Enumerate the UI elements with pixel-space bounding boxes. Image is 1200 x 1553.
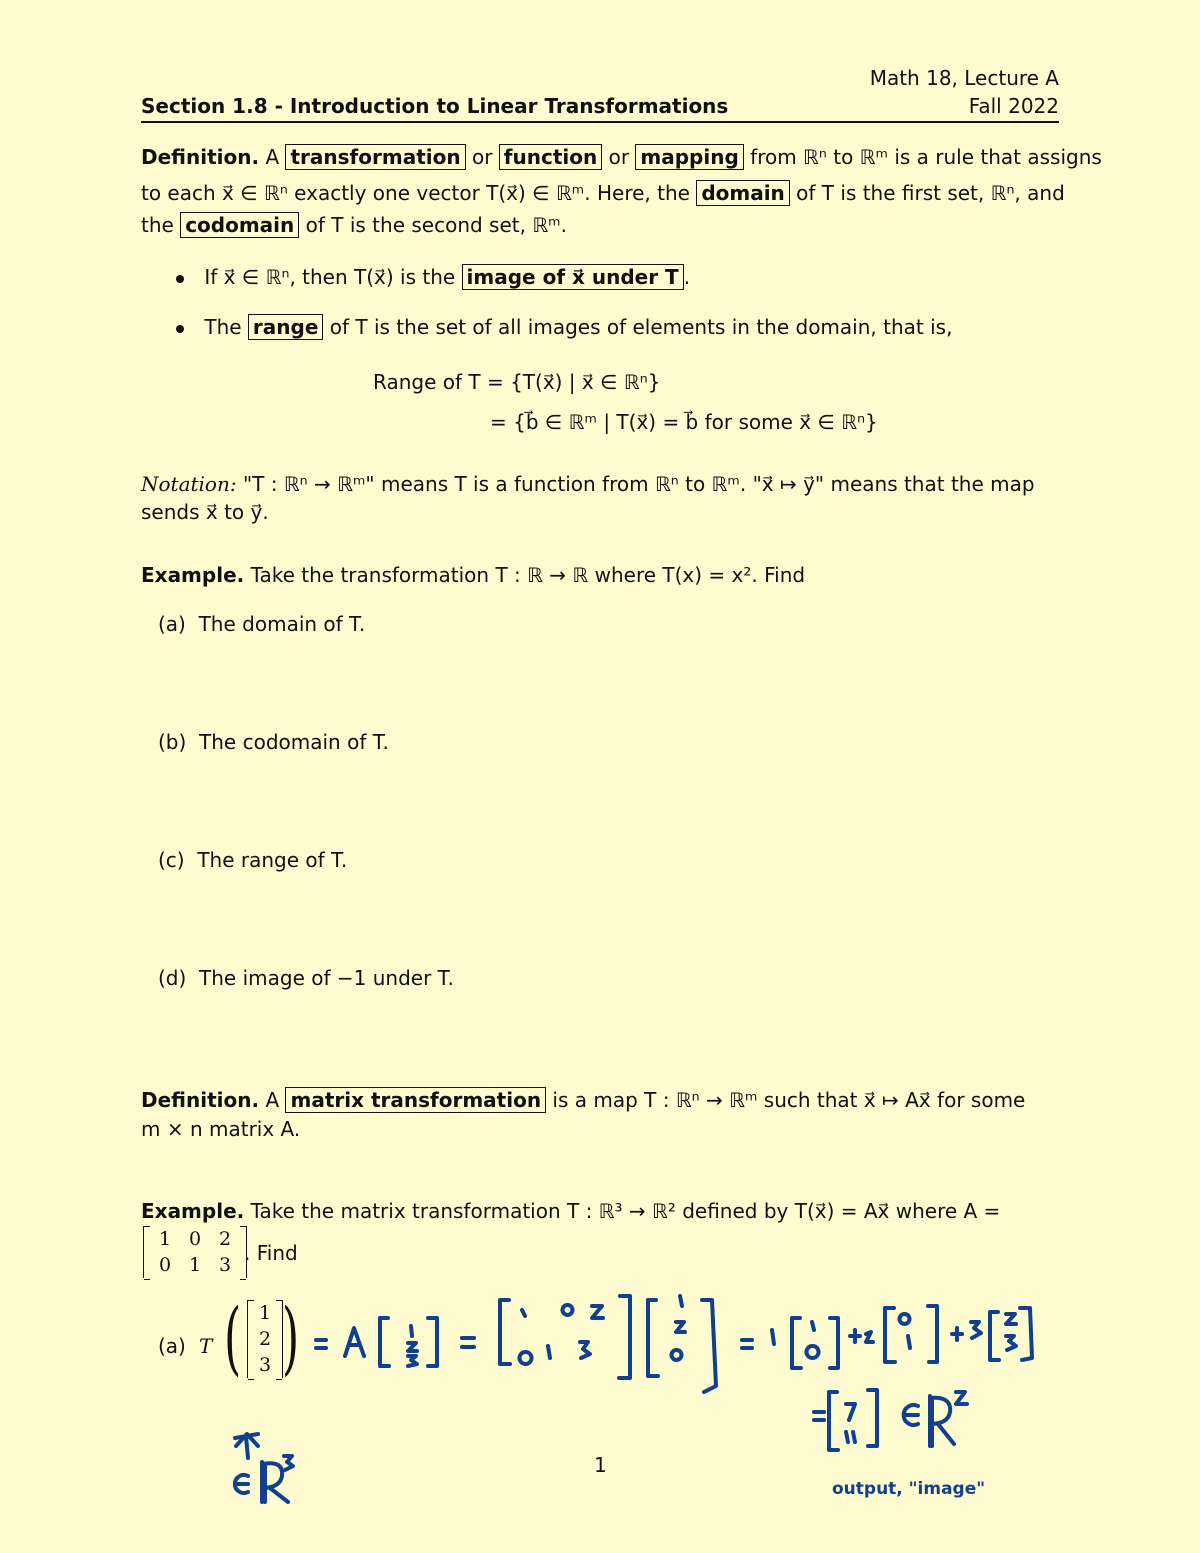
part-text: The codomain of T. bbox=[199, 730, 389, 754]
term-matrix-transformation: matrix transformation bbox=[285, 1087, 546, 1113]
matrix-entry: 1 bbox=[158, 1228, 172, 1250]
vector-entry: 2 bbox=[258, 1328, 272, 1350]
term-function: function bbox=[499, 144, 602, 170]
example-2-part-a-T: T bbox=[199, 1334, 213, 1358]
vector-entry: 1 bbox=[258, 1302, 272, 1324]
example-label: Example. bbox=[141, 1199, 245, 1223]
find-text: . Find bbox=[244, 1241, 298, 1265]
term-range: range bbox=[248, 314, 323, 340]
def-text: A bbox=[265, 145, 280, 169]
matrix-entry: 3 bbox=[218, 1254, 232, 1276]
matrix-entry: 0 bbox=[188, 1228, 202, 1250]
bullet-text: . bbox=[683, 265, 691, 289]
part-tag: (b) bbox=[158, 730, 187, 754]
def-text: from ℝⁿ to ℝᵐ is a rule that assigns bbox=[750, 145, 1102, 169]
term-image: image of x⃗ under T bbox=[462, 264, 684, 290]
bullet-text: If x⃗ ∈ ℝⁿ, then T(x⃗) is the bbox=[204, 265, 456, 289]
range-equation-line-1: Range of T = {T(x⃗) | x⃗ ∈ ℝⁿ} bbox=[373, 370, 661, 394]
def-text: or bbox=[471, 145, 493, 169]
definition-label: Definition. bbox=[141, 1088, 260, 1112]
bullet-text: of T is the set of all images of elements in the domain, that is, bbox=[329, 315, 953, 339]
matrix-entry: 0 bbox=[158, 1254, 172, 1276]
section-title: Section 1.8 - Introduction to Linear Transformations bbox=[141, 94, 729, 118]
def-text: the bbox=[141, 213, 174, 237]
notation-label: Notation: bbox=[141, 472, 237, 496]
example-label: Example. bbox=[141, 563, 245, 587]
term-domain: domain bbox=[696, 180, 790, 206]
part-tag: (d) bbox=[158, 966, 187, 990]
term-transformation: transformation bbox=[285, 144, 465, 170]
part-text: The image of −1 under T. bbox=[199, 966, 454, 990]
def-text: or bbox=[608, 145, 630, 169]
example-text: Take the transformation T : ℝ → ℝ where T(x) = x². Find bbox=[250, 563, 806, 587]
definition-2-line-2: m × n matrix A. bbox=[141, 1117, 301, 1141]
bullet-text: The bbox=[204, 315, 242, 339]
definition-label: Definition. bbox=[141, 145, 260, 169]
part-text: The range of T. bbox=[197, 848, 348, 872]
notation-text: "T : ℝⁿ → ℝᵐ" means T is a function from ℝⁿ to ℝᵐ. "x⃗ ↦ y⃗" means that the map bbox=[242, 472, 1035, 496]
example-2-part-a-tag: (a) bbox=[158, 1334, 186, 1358]
page-number: 1 bbox=[594, 1453, 607, 1477]
course-label: Math 18, Lecture A bbox=[869, 66, 1059, 90]
part-tag: (a) bbox=[158, 612, 186, 636]
handwritten-note-output: output, "image" bbox=[832, 1479, 986, 1499]
def-text: to each x⃗ ∈ ℝⁿ exactly one vector T(x⃗) ∈ ℝᵐ. Here, the bbox=[141, 181, 690, 205]
def-text: A bbox=[265, 1088, 280, 1112]
term-mapping: mapping bbox=[635, 144, 743, 170]
notation-line-2: sends x⃗ to y⃗. bbox=[141, 500, 269, 524]
matrix-entry: 2 bbox=[218, 1228, 232, 1250]
def-text: of T is the first set, ℝⁿ, and bbox=[796, 181, 1065, 205]
range-equation-line-2: = {b⃗ ∈ ℝᵐ | T(x⃗) = b⃗ for some x⃗ ∈ ℝⁿ} bbox=[490, 410, 878, 434]
paren-left: ( bbox=[224, 1291, 242, 1384]
matrix-entry: 1 bbox=[188, 1254, 202, 1276]
vector-entry: 3 bbox=[258, 1354, 272, 1376]
term-codomain: codomain bbox=[180, 212, 299, 238]
part-text: The domain of T. bbox=[198, 612, 366, 636]
part-tag: (c) bbox=[158, 848, 185, 872]
def-text: of T is the second set, ℝᵐ. bbox=[305, 213, 567, 237]
paren-right: ) bbox=[282, 1291, 300, 1384]
def-text: is a map T : ℝⁿ → ℝᵐ such that x⃗ ↦ Ax⃗ for some bbox=[552, 1088, 1026, 1112]
term-label: Fall 2022 bbox=[968, 94, 1059, 118]
example-text: Take the matrix transformation T : ℝ³ → ℝ² defined by T(x⃗) = Ax⃗ where A = bbox=[250, 1199, 1001, 1223]
